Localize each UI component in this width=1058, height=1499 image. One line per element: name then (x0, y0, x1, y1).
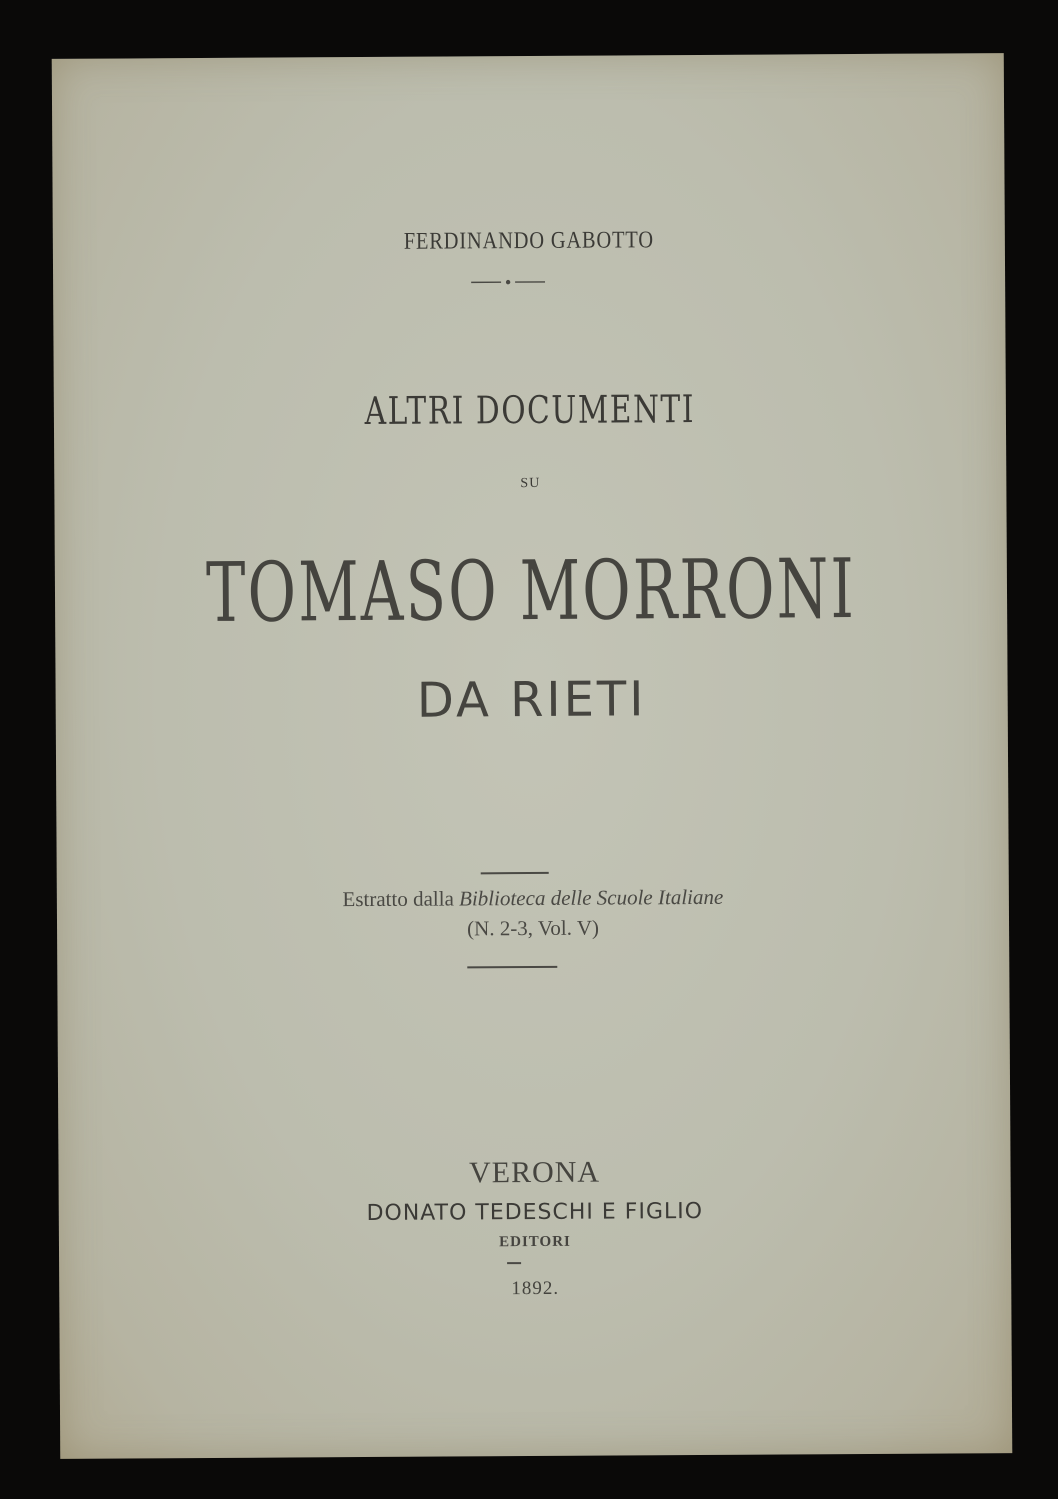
publisher-name: DONATO TEDESCHI E FIGLIO (366, 1198, 704, 1227)
main-title: TOMASO MORRONI (205, 542, 857, 641)
publication-year: 1892. (511, 1277, 560, 1300)
rule-dash (507, 1262, 521, 1264)
title-connector: SU (520, 475, 541, 492)
author-name: FERDINANDO GABOTTO (403, 227, 654, 255)
publication-city: VERONA (468, 1155, 601, 1190)
publisher-role: EDITORI (499, 1233, 571, 1251)
title-line-1: ALTRI DOCUMENTI (364, 386, 696, 434)
rule-bottom (467, 966, 557, 969)
extract-source: Biblioteca delle Scuole Italiane (459, 884, 724, 911)
extract-prefix: Estratto dalla (342, 886, 460, 912)
extract-note (57, 883, 1009, 914)
rule-top (481, 872, 549, 874)
ornament-divider (471, 278, 545, 286)
book-cover (52, 53, 1013, 1459)
extract-volume: (N. 2-3, Vol. V) (467, 915, 600, 941)
subtitle: DA RIETI (416, 671, 647, 729)
